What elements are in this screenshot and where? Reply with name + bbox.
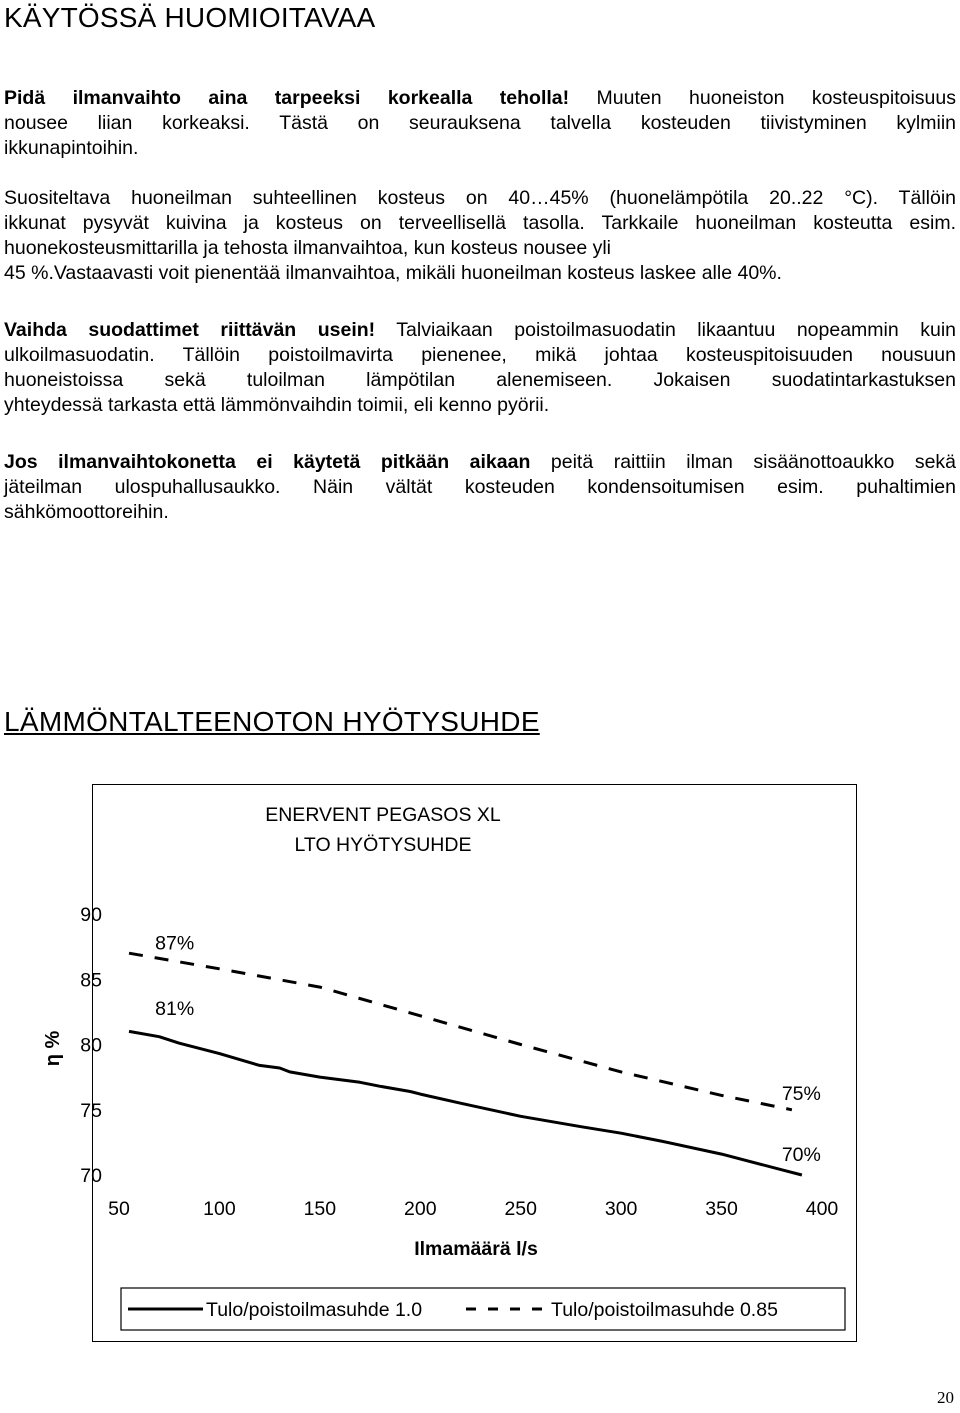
chart-subtitle: LTO HYÖTYSUHDE: [294, 834, 472, 856]
series-line-dashed: [129, 953, 792, 1110]
paragraph-unused: [4, 450, 956, 525]
data-label: 87%: [155, 932, 195, 955]
paragraph-line: [4, 450, 956, 475]
y-tick-label: 75: [80, 1099, 102, 1122]
efficiency-chart: [42, 784, 857, 1342]
paragraph-line: huoneistoissa sekä tuloilman lämpötilan alenemiseen. Jokaisen suodatintarkastuksen: [4, 369, 956, 391]
section-title: KÄYTÖSSÄ HUOMIOITAVAA: [4, 2, 376, 33]
paragraph-line: ulkoilmasuodatin. Tällöin poistoilmavirta pienenee, mikä johtaa kosteuspitoisuuden nousuun: [4, 344, 956, 366]
y-tick-label: 70: [80, 1165, 102, 1187]
paragraph-line: yhteydessä tarkasta että lämmönvaihdin toimii, eli kenno pyörii.: [4, 394, 550, 416]
data-label: 70%: [781, 1144, 821, 1167]
x-tick-label: 300: [604, 1198, 638, 1220]
chart-canvas: [42, 785, 858, 1343]
text-span: Talviaikaan poistoilmasuodatin likaantuu nopeammin kuin: [375, 319, 956, 341]
x-tick-label: 250: [504, 1198, 537, 1220]
paragraph-ventilation: [4, 86, 956, 161]
x-tick-label: 150: [303, 1198, 337, 1220]
paragraph-line: sähkömoottoreihin.: [4, 501, 169, 523]
data-label: 81%: [155, 997, 195, 1020]
paragraph-line: [4, 86, 956, 111]
paragraph-line: ikkunapintoihin.: [4, 137, 139, 159]
paragraph-line: nousee liian korkeaksi. Tästä on seurauksena talvella kosteuden tiivistyminen kylmiin: [4, 112, 956, 134]
emphasis-text: Vaihda suodattimet riittävän usein!: [4, 319, 376, 341]
paragraph-line: 45 %.Vastaavasti voit pienentää ilmanvaihtoa, mikäli huoneilman kosteus laskee alle 40%.: [4, 262, 782, 284]
text-span: Muuten huoneiston kosteuspitoisuus: [569, 87, 956, 109]
emphasis-text: Jos ilmanvaihtokonetta ei käytetä pitkään aikaan: [4, 451, 531, 473]
chart-title: ENERVENT PEGASOS XL: [265, 804, 501, 826]
paragraph-line: Suositeltava huoneilman suhteellinen kosteus on 40…45% (huonelämpötila 20..22 °C). Tällöin: [4, 187, 956, 209]
emphasis-text: Pidä ilmanvaihto aina tarpeeksi korkealla teholla!: [4, 87, 570, 109]
paragraph-line: ikkunat pysyvät kuivina ja kosteus on terveellisellä tasolla. Tarkkaile huoneilman kosteutta esim.: [4, 212, 956, 234]
paragraph-line: jäteilman ulospuhallusaukko. Näin vältät kosteuden kondensoitumisen esim. puhaltimien: [4, 476, 956, 498]
legend-label: Tulo/poistoilmasuhde 0.85: [551, 1299, 778, 1321]
legend-label: Tulo/poistoilmasuhde 1.0: [206, 1299, 423, 1321]
series-line-solid: [129, 1031, 802, 1175]
y-tick-label: 90: [80, 904, 102, 926]
x-tick-label: 400: [805, 1198, 839, 1220]
paragraph-line: [4, 318, 956, 343]
x-tick-label: 350: [705, 1198, 738, 1220]
paragraph-filters: [4, 318, 956, 418]
data-label: 75%: [781, 1082, 821, 1105]
x-axis-label: Ilmamäärä l/s: [414, 1238, 538, 1260]
x-tick-label: 50: [108, 1198, 130, 1220]
x-tick-label: 200: [404, 1198, 437, 1220]
section-title-efficiency: LÄMMÖNTALTEENOTON HYÖTYSUHDE: [4, 706, 540, 737]
y-tick-label: 80: [80, 1034, 102, 1057]
x-tick-label: 100: [203, 1198, 236, 1220]
y-tick-label: 85: [80, 969, 102, 992]
paragraph-humidity: [4, 186, 956, 286]
paragraph-line: huonekosteusmittarilla ja tehosta ilmanvaihtoa, kun kosteus nousee yli: [4, 237, 612, 259]
y-axis-label: η %: [42, 1030, 64, 1067]
text-span: peitä raittiin ilman sisäänottoaukko sekä: [530, 451, 957, 473]
page-number: 20: [937, 1388, 954, 1407]
